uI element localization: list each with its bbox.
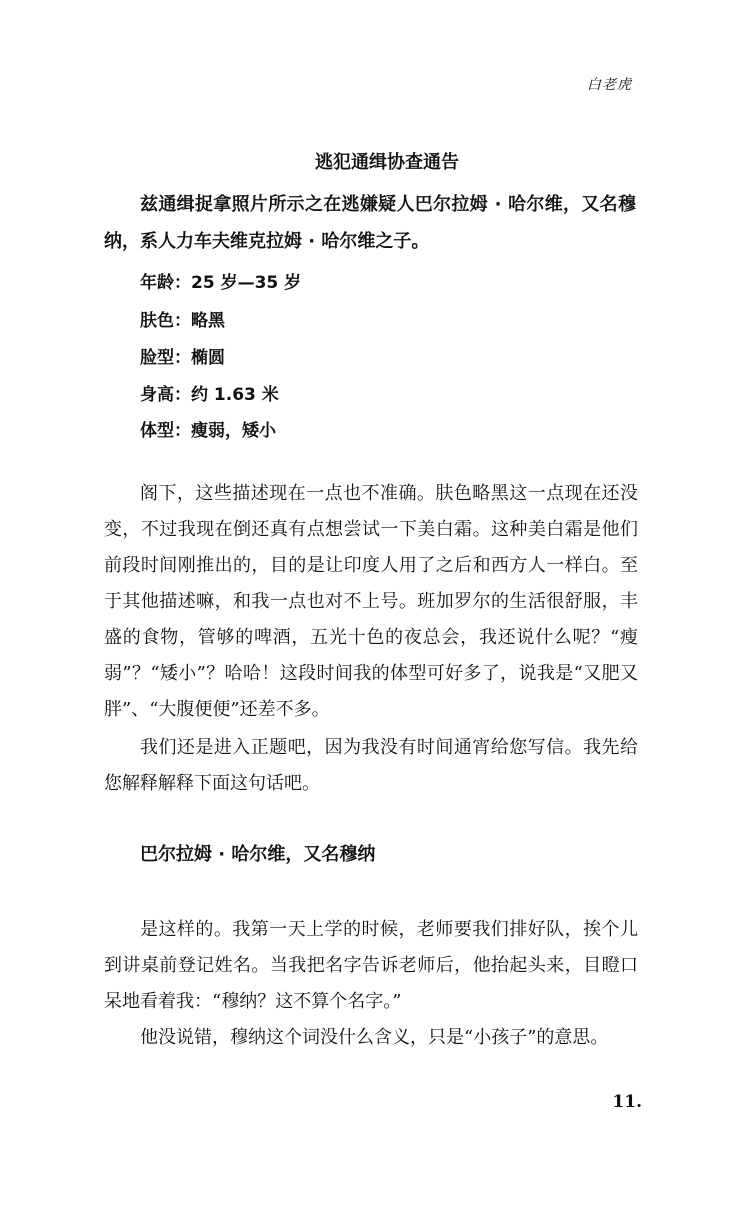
notice-field-build: 体型：瘦弱，矮小 xyxy=(140,421,276,441)
paragraph: 阁下，这些描述现在一点也不准确。肤色略黑这一点现在还没变，不过我现在倒还真有点想尝试一下美白霜。这种美白霜是他们前段时间刚推出的，目的是让印度人用了之后和西方人一样白。至于其他描述嘛，和我一点也对不上号。班加罗尔的生活很舒服，丰盛的食物，管够的啤酒，五光十色的夜总会，我还说什么呢？“瘦弱”？“矮小”？哈哈！这段时间我的体型可好多了，说我是“又肥又胖”、“大腹便便”还差不多。 xyxy=(104,483,638,720)
notice-title: 逃犯通缉协查通告 xyxy=(315,152,459,173)
notice-field-height: 身高：约 1.63 米 xyxy=(140,385,279,405)
paragraph: 我们还是进入正题吧，因为我没有时间通宵给您写信。我先给您解释解释下面这句话吧。 xyxy=(104,737,638,794)
section-title: 巴尔拉姆 · 哈尔维，又名穆纳 xyxy=(140,844,376,865)
running-header: 白老虎 xyxy=(587,77,632,93)
paragraph: 他没说错，穆纳这个词没什么含义，只是“小孩子”的意思。 xyxy=(140,1027,609,1048)
notice-field-age: 年龄：25 岁—35 岁 xyxy=(140,273,302,293)
notice-field-complexion: 肤色：略黑 xyxy=(140,311,225,331)
paragraph: 是这样的。我第一天上学的时候，老师要我们排好队，挨个儿到讲桌前登记姓名。当我把名字告诉老师后，他抬起头来，目瞪口呆地看着我：“穆纳？这不算个名字。” xyxy=(104,919,638,1012)
page-number: 11. xyxy=(612,1092,642,1112)
notice-field-face: 脸型：椭圆 xyxy=(140,348,225,368)
notice-intro: 兹通缉捉拿照片所示之在逃嫌疑人巴尔拉姆 · 哈尔维，又名穆纳，系人力车夫维克拉姆 · 哈尔维之子。 xyxy=(104,194,636,252)
